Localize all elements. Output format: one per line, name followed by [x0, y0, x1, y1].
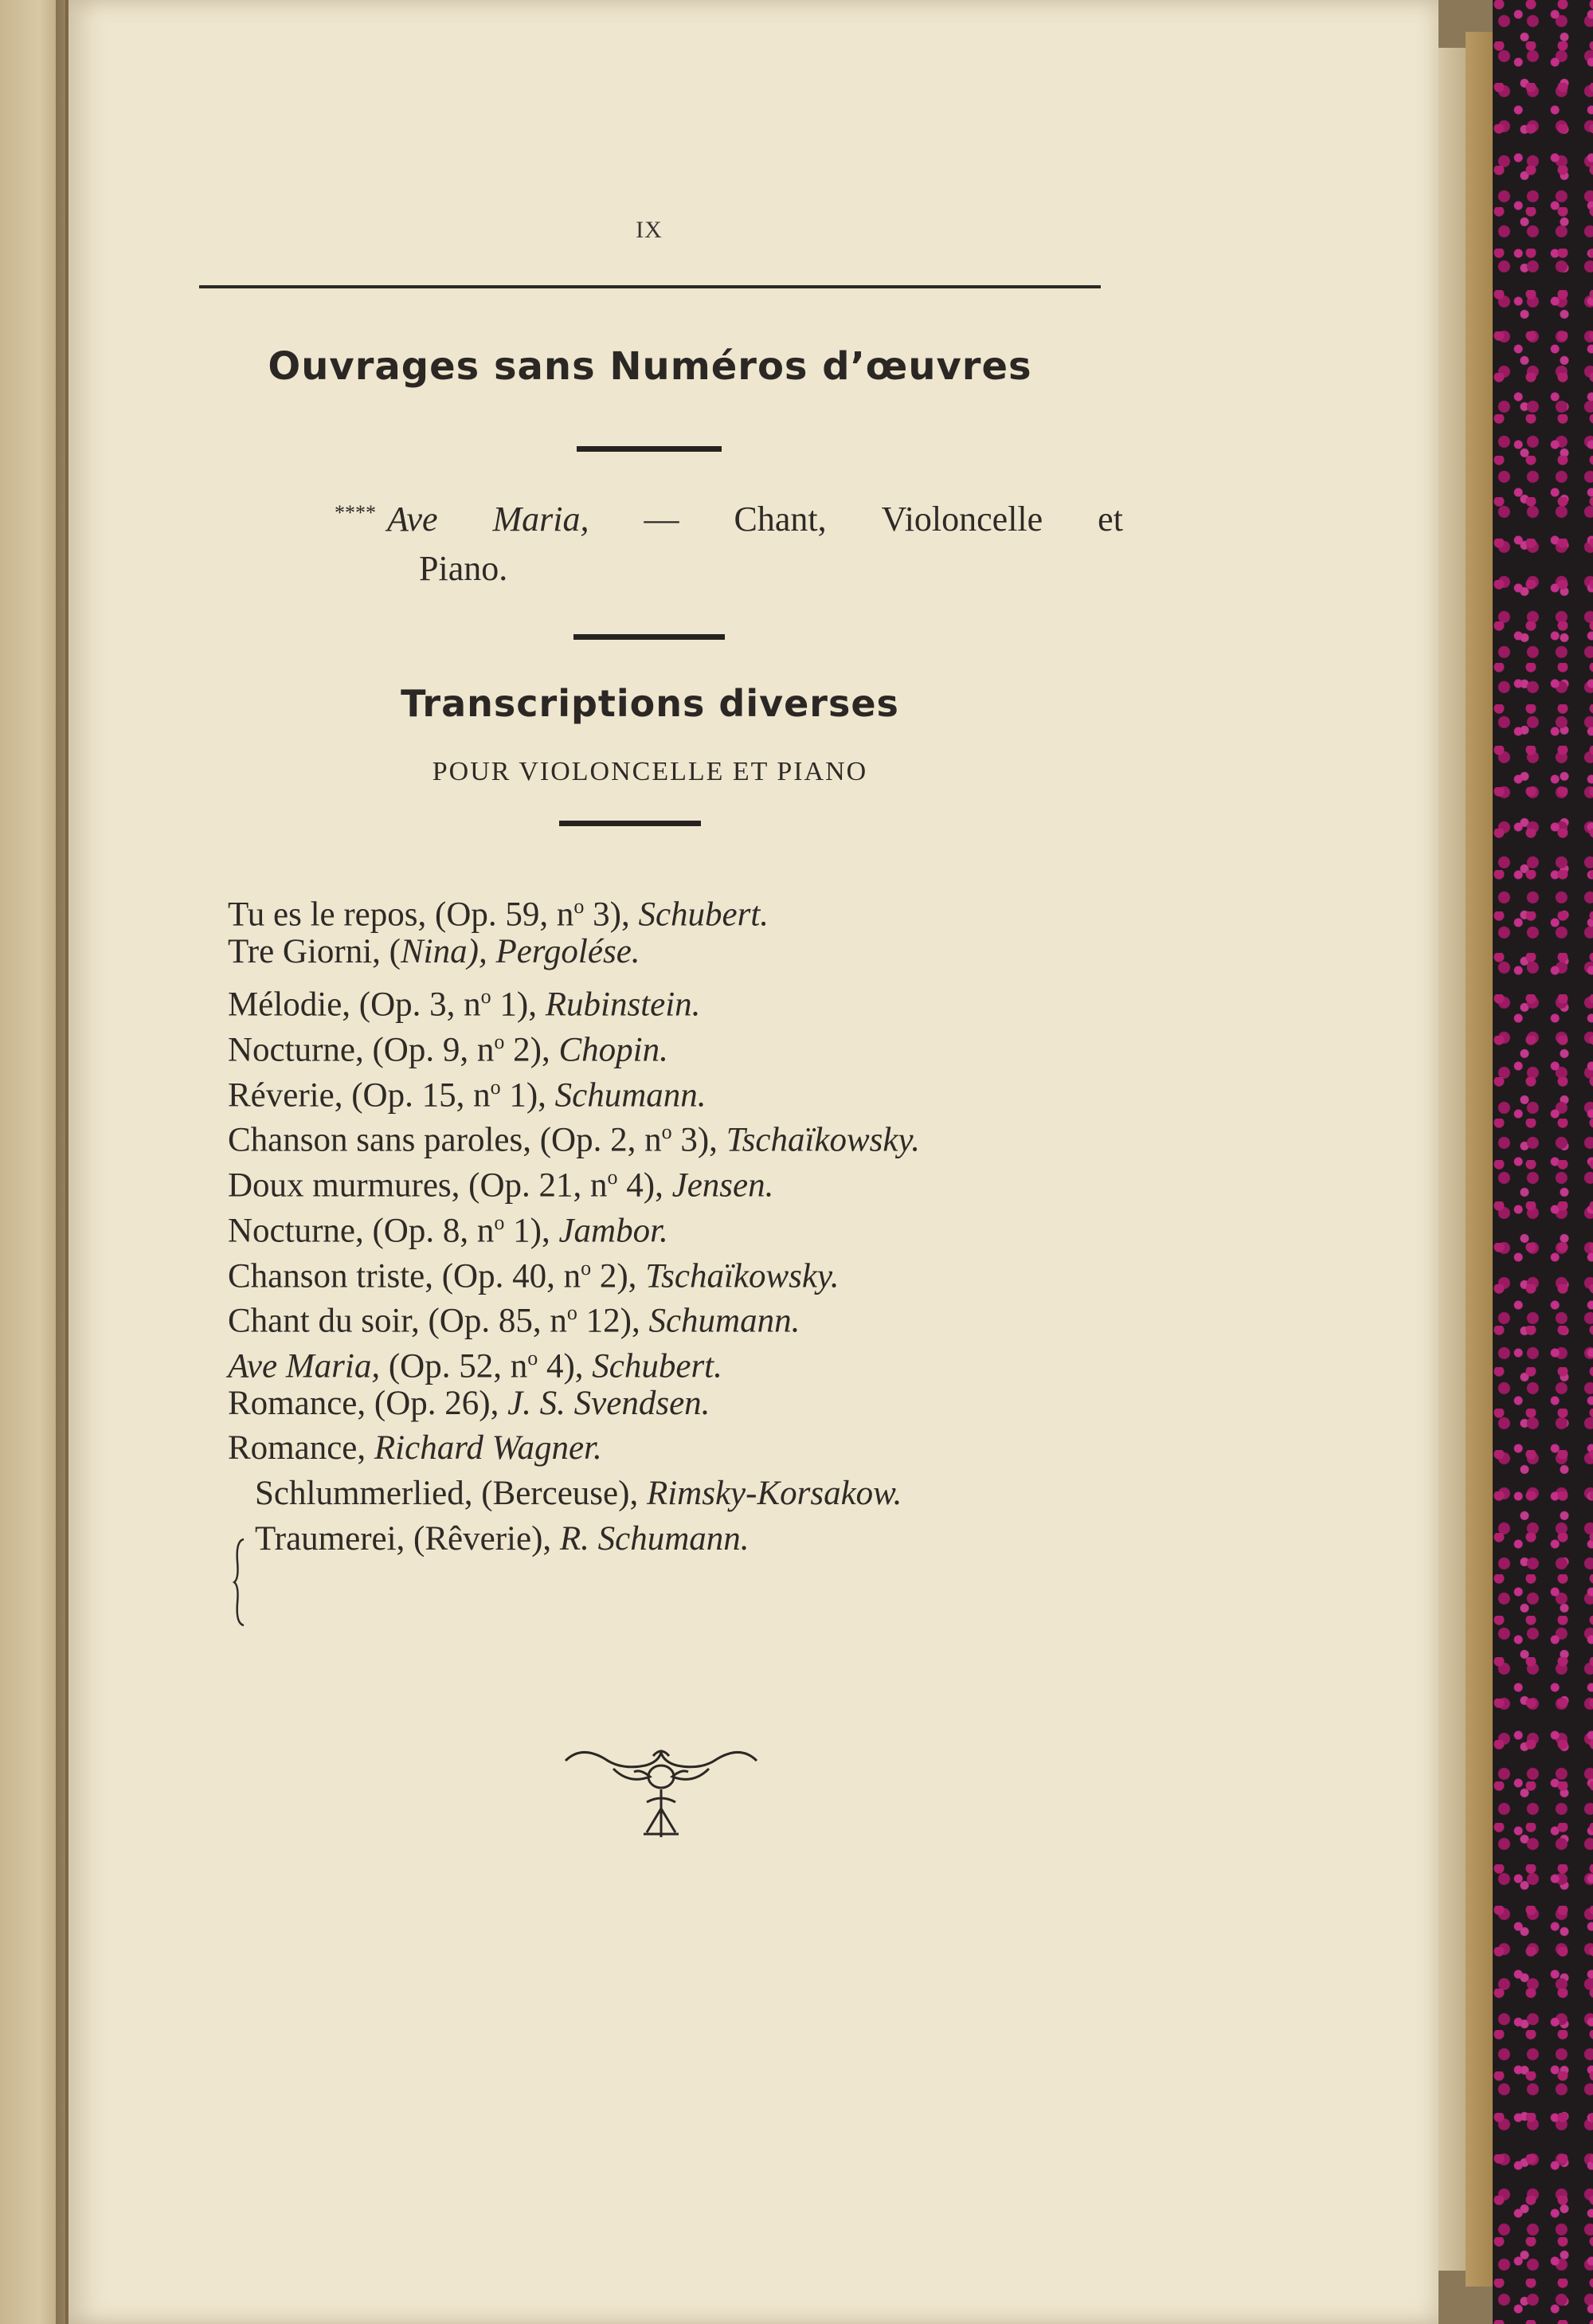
- brace-mark: [233, 1538, 247, 1627]
- page-number: IX: [636, 217, 663, 243]
- list-item: Traumerei, (Rêverie), R. Schumann.: [255, 1519, 750, 1558]
- maria-word: Maria,: [492, 500, 589, 539]
- transcriptions-list: [228, 884, 1152, 1562]
- header-rule: [199, 285, 1101, 288]
- subheading-instrumentation: POUR VIOLONCELLE ET PIANO: [432, 757, 868, 786]
- ave-word: Ave: [387, 500, 438, 539]
- list-item: Ave Maria, (Op. 52, $n^o$ 4), Schubert.: [228, 1346, 722, 1385]
- ave-maria-entry: [335, 499, 1123, 539]
- list-item: Chanson triste, (Op. 40, $n^o$ 2), Tschaïkowsky.: [228, 1256, 840, 1295]
- marbled-cover: [1493, 0, 1593, 2324]
- em-dash: —: [644, 500, 679, 539]
- word-violoncelle: Violoncelle: [881, 500, 1043, 539]
- list-item: Chant du soir, (Op. 85, $n^o$ 12), Schumann.: [228, 1301, 800, 1340]
- divider-rule: [577, 446, 722, 452]
- list-item: Nocturne, (Op. 9, $n^o$ 2), Chopin.: [228, 1030, 668, 1069]
- divider-rule: [573, 634, 725, 640]
- list-item: Schlummerlied, (Berceuse), Rimsky-Korsakow.: [255, 1474, 902, 1512]
- list-item: Romance, (Op. 26), J. S. Svendsen.: [228, 1384, 710, 1422]
- list-item: Doux murmures, (Op. 21, $n^o$ 4), Jensen.: [228, 1166, 774, 1205]
- word-et: et: [1098, 500, 1123, 539]
- list-item: Tu es le repos, (Op. 59, $n^o$ 3), Schubert.: [228, 895, 769, 934]
- list-item: Romance, Richard Wagner.: [228, 1429, 602, 1468]
- list-item: Tre Giorni, (Nina), Pergolése.: [228, 932, 640, 970]
- word-chant: Chant,: [734, 500, 827, 539]
- list-item: Nocturne, (Op. 8, $n^o$ 1), Jambor.: [228, 1210, 668, 1250]
- ave-maria-line2: Piano.: [419, 549, 508, 588]
- list-item: Réverie, (Op. 15, $n^o$ 1), Schumann.: [228, 1075, 706, 1115]
- heading-transcriptions: Transcriptions diverses: [401, 682, 899, 725]
- stars-mark: ****: [335, 501, 376, 524]
- divider-rule: [559, 821, 701, 826]
- page-stack-edge: [1438, 48, 1466, 2271]
- cover-board-edge: [1466, 32, 1493, 2287]
- list-item: Chanson sans paroles, (Op. 2, $n^o$ 3), Tschaïkowsky.: [228, 1120, 920, 1159]
- ornament-icon: [558, 1745, 765, 1864]
- list-item: Mélodie, (Op. 3, $n^o$ 1), Rubinstein.: [228, 985, 701, 1024]
- heading-works-without-opus: Ouvrages sans Numéros d’œuvres: [268, 344, 1032, 389]
